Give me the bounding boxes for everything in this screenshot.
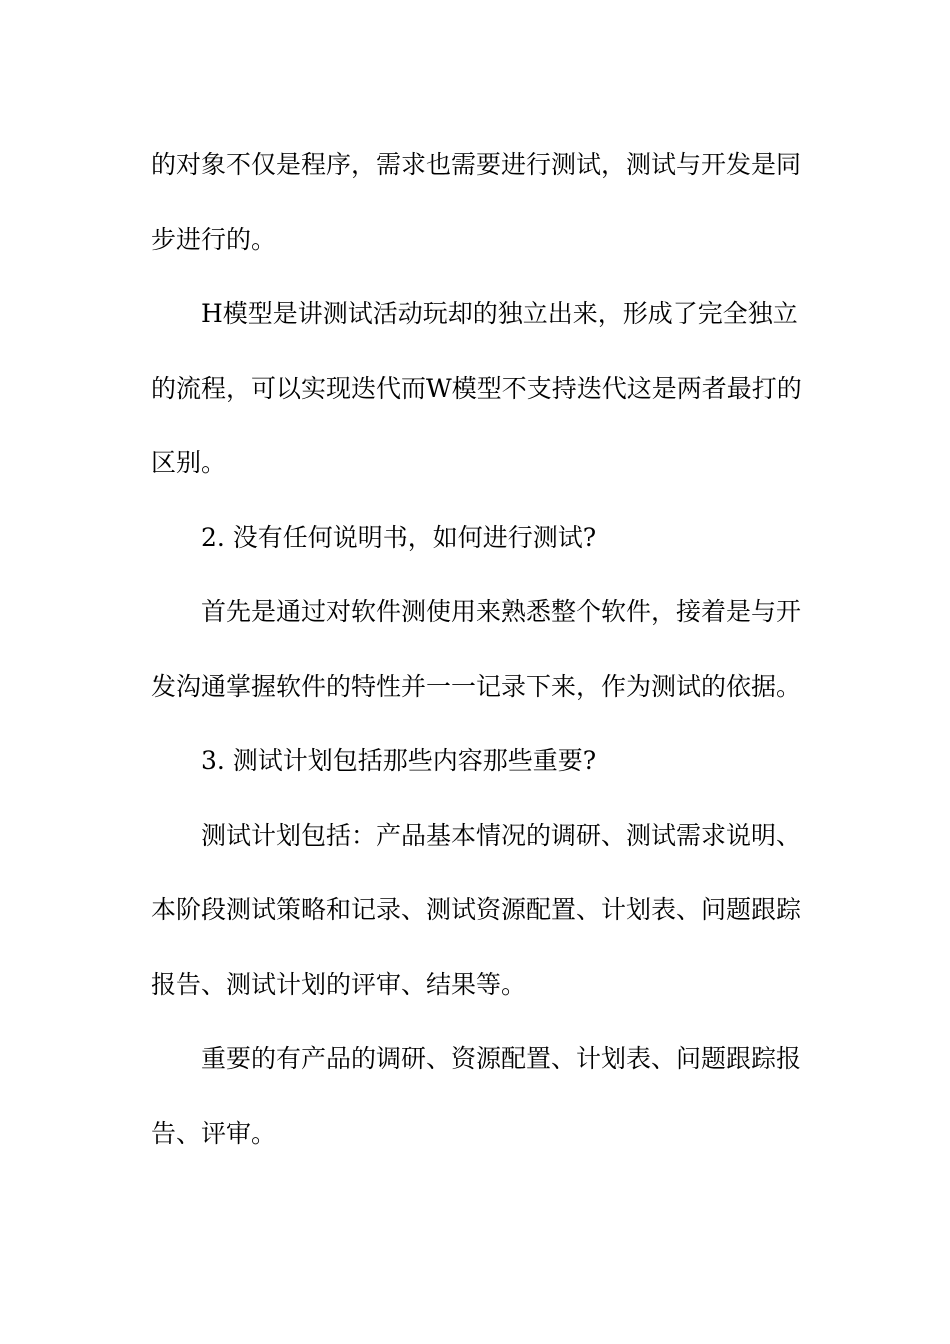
answer-2-paragraph: 首先是通过对软件测使用来熟悉整个软件，接着是与开发沟通掌握软件的特性并一一记录下来，作为测试的依据。: [151, 597, 802, 701]
paragraph-h-model: H模型是讲测试活动玩却的独立出来，形成了完全独立的流程，可以实现迭代而W模型不支持迭代这是两者最打的区别。: [151, 299, 802, 477]
question-3-heading: 3. 测试计划包括那些内容那些重要?: [201, 746, 597, 775]
paragraph-continuation: 的对象不仅是程序，需求也需要进行测试，测试与开发是同步进行的。: [151, 150, 802, 254]
answer-3-important-paragraph: 重要的有产品的调研、资源配置、计划表、问题跟踪报告、评审。: [151, 1044, 802, 1148]
answer-3-paragraph: 测试计划包括：产品基本情况的调研、测试需求说明、本阶段测试策略和记录、测试资源配置、计划表、问题跟踪报告、测试计划的评审、结果等。: [151, 820, 802, 999]
document-body: [151, 128, 811, 1171]
question-2-heading: 2. 没有任何说明书，如何进行测试?: [201, 522, 597, 552]
